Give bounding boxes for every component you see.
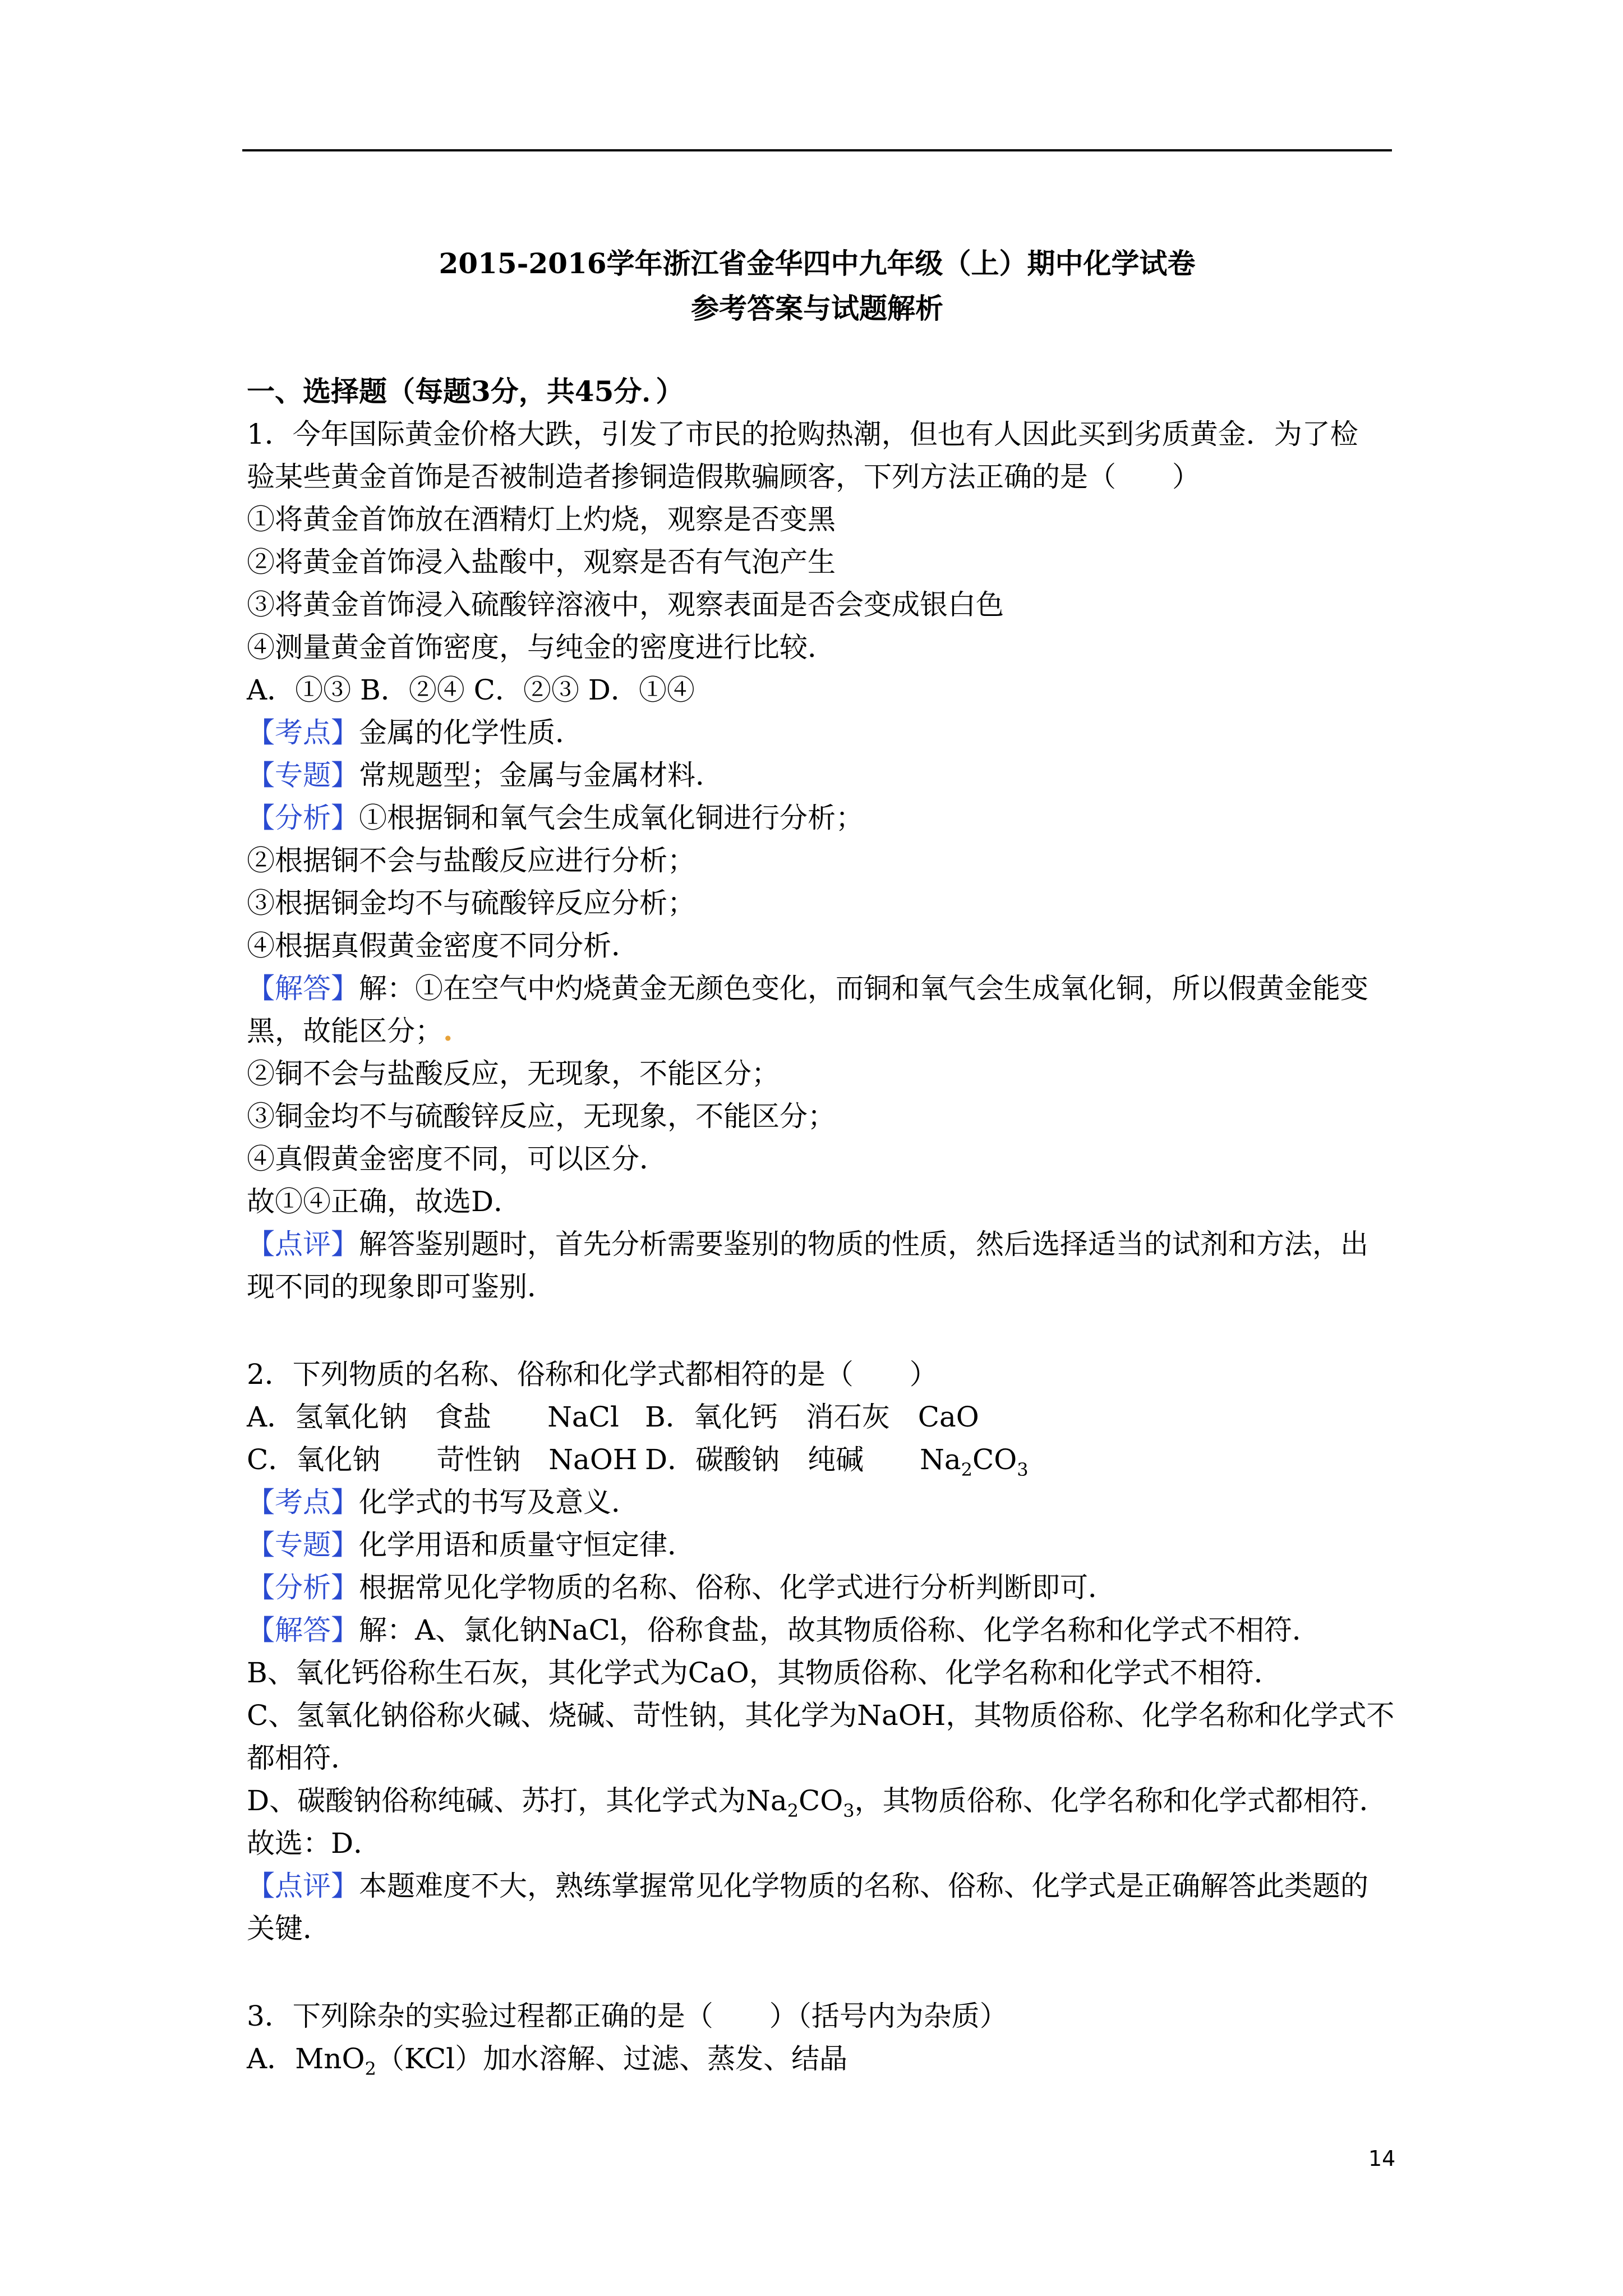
subscript: 3 bbox=[843, 1800, 855, 1821]
q1-jieda-3: ②铜不会与盐酸反应，无现象，不能区分； bbox=[247, 1057, 780, 1090]
q1-zhuanti bbox=[247, 754, 723, 797]
section-heading: 一、选择题（每题3分，共45分．） bbox=[247, 375, 684, 408]
header-rule bbox=[242, 149, 1392, 151]
exam-subtitle: 参考答案与试题解析 bbox=[691, 292, 943, 325]
q2-kaodian-text: 化学式的书写及意义． bbox=[359, 1486, 639, 1519]
q3-option-a-pre: A．MnO bbox=[247, 2042, 365, 2075]
q3-option-a bbox=[247, 2037, 847, 2090]
q2-jieda-4: 都相符． bbox=[247, 1742, 359, 1774]
q2-jieda-text: 解：A、氯化钠NaCl，俗称食盐，故其物质俗称、化学名称和化学式不相符． bbox=[359, 1614, 1320, 1646]
q1-jieda-4: ③铜金均不与硫酸锌反应，无现象，不能区分； bbox=[247, 1100, 836, 1133]
q2-jieda bbox=[247, 1609, 1320, 1651]
q1-zhuanti-text: 常规题型；金属与金属材料． bbox=[359, 759, 723, 792]
q2-jieda-5 bbox=[247, 1779, 1387, 1832]
q1-options: A．①③ B．②④ C．②③ D．①④ bbox=[247, 674, 695, 706]
q2-stem: 2．下列物质的名称、俗称和化学式都相符的是（ ） bbox=[247, 1358, 938, 1391]
q2-zhuanti bbox=[247, 1524, 695, 1566]
formula-part: CO bbox=[972, 1443, 1017, 1476]
q3-stem: 3．下列除杂的实验过程都正确的是（ ）（括号内为杂质） bbox=[247, 2000, 1008, 2032]
dianping-tag: 【点评】 bbox=[247, 1870, 359, 1902]
q1-fenxi-text: ①根据铜和氧气会生成氧化铜进行分析； bbox=[359, 802, 864, 834]
q2-dianping-2: 关键． bbox=[247, 1912, 331, 1945]
q2-option-d-text: D．碳酸钠 纯碱 Na bbox=[645, 1443, 961, 1476]
q1-dianping bbox=[247, 1223, 1368, 1266]
q2-dianping-text: 本题难度不大，熟练掌握常见化学物质的名称、俗称、化学式是正确解答此类题的 bbox=[359, 1870, 1368, 1902]
q1-jieda-2-text: 黑，故能区分； bbox=[247, 1015, 443, 1047]
fenxi-tag: 【分析】 bbox=[247, 802, 359, 834]
q1-dianping-2: 现不同的现象即可鉴别． bbox=[247, 1271, 555, 1303]
q2-jieda-3: C、氢氧化钠俗称火碱、烧碱、苛性钠，其化学为NaOH，其物质俗称、化学名称和化学式不 bbox=[247, 1699, 1395, 1732]
zhuanti-tag: 【专题】 bbox=[247, 759, 359, 792]
q1-fenxi-3: ③根据铜金均不与硫酸锌反应分析； bbox=[247, 887, 695, 919]
q1-fenxi-2: ②根据铜不会与盐酸反应进行分析； bbox=[247, 844, 695, 877]
q2-zhuanti-text: 化学用语和质量守恒定律． bbox=[359, 1529, 695, 1561]
jieda-tag: 【解答】 bbox=[247, 972, 359, 1005]
q1-stem-line2: 验某些黄金首饰是否被制造者掺铜造假欺骗顾客，下列方法正确的是（ ） bbox=[247, 461, 1200, 493]
fenxi-tag: 【分析】 bbox=[247, 1571, 359, 1604]
q1-kaodian bbox=[247, 711, 583, 754]
q2-jieda-6: 故选：D． bbox=[247, 1827, 382, 1860]
q1-method-3: ③将黄金首饰浸入硫酸锌溶液中，观察表面是否会变成银白色 bbox=[247, 588, 1004, 621]
q2-fenxi bbox=[247, 1566, 1116, 1609]
q2-jieda-5-post: ，其物质俗称、化学名称和化学式都相符． bbox=[854, 1784, 1387, 1817]
zhuanti-tag: 【专题】 bbox=[247, 1529, 359, 1561]
q3-option-a-post: （KCl）加水溶解、过滤、蒸发、结晶 bbox=[376, 2042, 848, 2075]
q1-jieda-6: 故①④正确，故选D． bbox=[247, 1185, 522, 1218]
q2-kaodian bbox=[247, 1481, 639, 1524]
q2-option-d bbox=[645, 1438, 1029, 1491]
q2-option-b: B．氧化钙 消石灰 CaO bbox=[645, 1401, 979, 1433]
exam-title: 2015-2016学年浙江省金华四中九年级（上）期中化学试卷 bbox=[439, 247, 1196, 280]
q1-method-4: ④测量黄金首饰密度，与纯金的密度进行比较． bbox=[247, 631, 836, 664]
q2-option-a: A．氢氧化钠 食盐 NaCl bbox=[247, 1401, 619, 1433]
jieda-tag: 【解答】 bbox=[247, 1614, 359, 1646]
q2-dianping bbox=[247, 1865, 1368, 1907]
q2-option-c: C．氧化钠 苛性钠 NaOH bbox=[247, 1443, 638, 1476]
q1-fenxi bbox=[247, 797, 864, 839]
formula-part: CO bbox=[799, 1784, 843, 1817]
q1-method-1: ①将黄金首饰放在酒精灯上灼烧，观察是否变黑 bbox=[247, 503, 836, 536]
q1-jieda-text: 解：①在空气中灼烧黄金无颜色变化，而铜和氧气会生成氧化铜，所以假黄金能变 bbox=[359, 972, 1368, 1005]
subscript: 3 bbox=[1017, 1459, 1029, 1480]
q1-fenxi-4: ④根据真假黄金密度不同分析． bbox=[247, 930, 639, 962]
mark-dot: . bbox=[443, 1014, 453, 1047]
q1-jieda bbox=[247, 967, 1368, 1010]
page-number: 14 bbox=[1368, 2146, 1396, 2171]
dianping-tag: 【点评】 bbox=[247, 1228, 359, 1260]
q1-jieda-5: ④真假黄金密度不同，可以区分． bbox=[247, 1143, 667, 1175]
subscript: 2 bbox=[365, 2058, 376, 2079]
subscript: 2 bbox=[961, 1459, 973, 1480]
kaodian-tag: 【考点】 bbox=[247, 716, 359, 749]
q2-fenxi-text: 根据常见化学物质的名称、俗称、化学式进行分析判断即可． bbox=[359, 1571, 1116, 1604]
q1-dianping-text: 解答鉴别题时，首先分析需要鉴别的物质的性质，然后选择适当的试剂和方法，出 bbox=[359, 1228, 1368, 1260]
kaodian-tag: 【考点】 bbox=[247, 1486, 359, 1519]
subscript: 2 bbox=[787, 1800, 799, 1821]
q1-kaodian-text: 金属的化学性质． bbox=[359, 716, 583, 749]
q2-jieda-2: B、氧化钙俗称生石灰，其化学式为CaO，其物质俗称、化学名称和化学式不相符． bbox=[247, 1657, 1282, 1689]
q2-jieda-5-pre: D、碳酸钠俗称纯碱、苏打，其化学式为Na bbox=[247, 1784, 787, 1817]
q1-method-2: ②将黄金首饰浸入盐酸中，观察是否有气泡产生 bbox=[247, 546, 836, 578]
q1-jieda-2 bbox=[247, 1010, 453, 1052]
q1-stem-line1: 1．今年国际黄金价格大跌，引发了市民的抢购热潮，但也有人因此买到劣质黄金．为了检 bbox=[247, 418, 1358, 450]
